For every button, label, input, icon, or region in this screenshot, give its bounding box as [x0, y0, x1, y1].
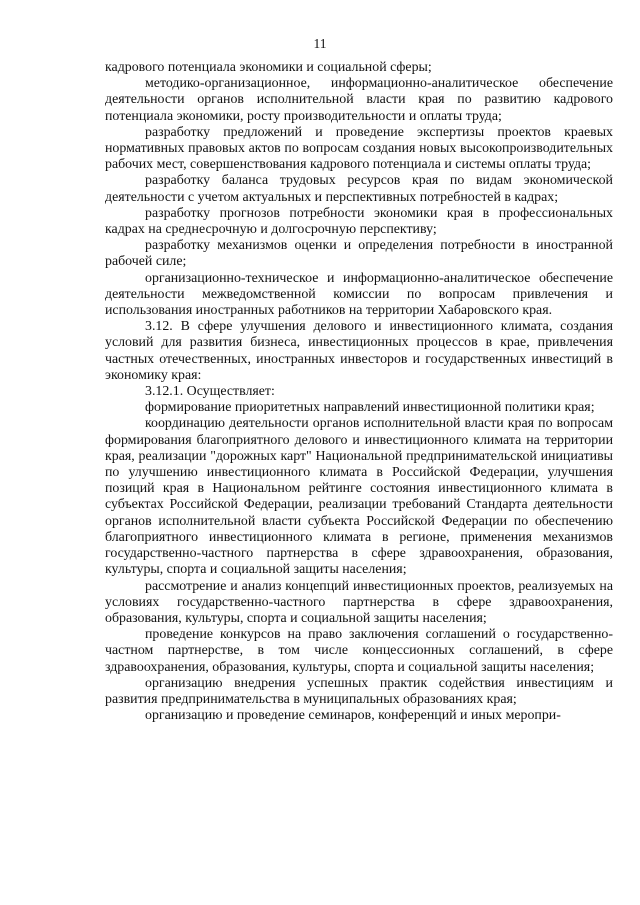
paragraph: разработку баланса трудовых ресурсов края по видам экономической деятельности с учетом актуальных и перспективных потребностей в кадрах;: [105, 173, 613, 205]
paragraph: рассмотрение и анализ концепций инвестиционных проектов, реализуемых на условиях государственно-частного партнерства в сфере здравоохранения, образования, культуры, спорта и социальной защиты населения;: [105, 578, 613, 626]
page-number: 11: [313, 36, 327, 51]
paragraph: формирование приоритетных направлений инвестиционной политики края;: [145, 400, 595, 416]
subsection-heading: 3.12.1. Осуществляет:: [145, 384, 275, 400]
paragraph: организацию и проведение семинаров, конференций и иных меропри-: [145, 708, 561, 724]
document-body: [105, 60, 613, 724]
paragraph: разработку прогнозов потребности экономики края в профессиональных кадрах на среднесрочную и долгосрочную перспективу;: [105, 205, 613, 238]
paragraph: организационно-техническое и информационно-аналитическое обеспечение деятельности межведомственной комиссии по вопросам привлечения и использования иностранных работников на территории Хабаровского края.: [105, 270, 613, 319]
paragraph: организацию внедрения успешных практик содействия инвестициям и развития предпринимательства в муниципальных образованиях края;: [105, 675, 613, 707]
paragraph: проведение конкурсов на право заключения соглашений о государственно-частном партнерстве, в том числе концессионных соглашений, в сфере здравоохранения, образования, культуры, спорта и социальной защиты населения;: [105, 627, 613, 675]
paragraph: кадрового потенциала экономики и социальной сферы;: [105, 60, 432, 75]
section-heading-paragraph: 3.12. В сфере улучшения делового и инвестиционного климата, создания условий для развития бизнеса, инвестиционных процессов в крае, привлечения частных отечественных, иностранных инвесторов и государственных инвестиций в экономику края:: [105, 319, 613, 383]
paragraph: разработку предложений и проведение экспертизы проектов краевых нормативных правовых актов по вопросам создания новых высокопроизводительных рабочих мест, совершенствования кадрового потенциала и системы оплаты труда;: [105, 124, 613, 173]
paragraph: методико-организационное, информационно-аналитическое обеспечение деятельности органов исполнительной власти края по развитию кадрового потенциала экономики, росту производительности и оплаты труда;: [105, 76, 613, 124]
paragraph: координацию деятельности органов исполнительной власти края по вопросам формирования благоприятного делового и инвестиционного климата на территории края, реализации "дорожных карт" Национальной предпринимательской инициативы по улучшению инвестиционного климата в Российской Федерации, улучшения позиций края в Национальном рейтинге состояния инвестиционного климата в субъектах Российской Федерации, реализации требований Стандарта деятельности органов исполнительной власти субъекта Российской Федерации по обеспечению благоприятного инвестиционного климата в регионе, применения механизмов государственно-частного партнерства в сфере здравоохранения, образования, культуры, спорта и социальной защиты населения;: [105, 416, 613, 578]
paragraph: разработку механизмов оценки и определения потребности в иностранной рабочей силе;: [105, 238, 613, 270]
